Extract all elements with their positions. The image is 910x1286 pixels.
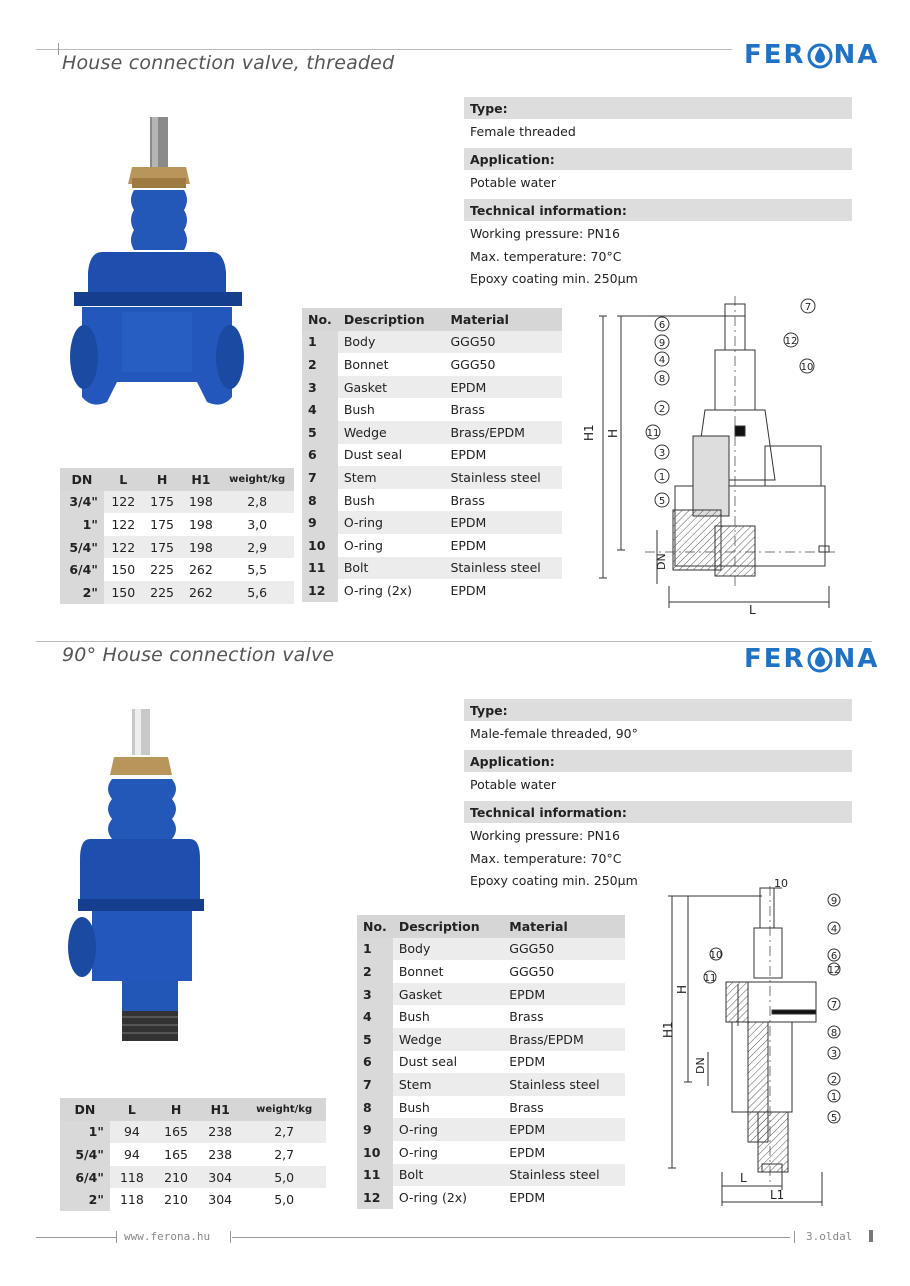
table-row: 5/4" 94 165 238 2,7 [60, 1143, 326, 1166]
l1-label: L1 [770, 1188, 785, 1202]
tech-heading-1: Technical information: [464, 199, 852, 221]
col-no: No. [302, 308, 338, 331]
table-row: 7 Stem Stainless steel [302, 466, 562, 489]
col-h: H [143, 468, 182, 491]
footer-tick [116, 1231, 117, 1243]
callout: 3 [658, 448, 666, 459]
header-tick-1 [58, 43, 59, 55]
ferona-logo-1: FER NA [744, 40, 880, 70]
col-no: No. [357, 915, 393, 938]
col-material: Material [503, 915, 625, 938]
table-row: 9 O-ring EPDM [357, 1118, 625, 1141]
page-number: 3.oldal [806, 1230, 853, 1243]
col-weight: weight/kg [220, 468, 294, 491]
section1-title: House connection valve, threaded [62, 52, 395, 74]
callout: 2 [830, 1075, 838, 1086]
callout: 10 [709, 950, 723, 961]
dn-label: DN [694, 1057, 707, 1074]
top-dim-label: 10 [774, 877, 788, 890]
section2-title: 90° House connection valve [62, 644, 335, 666]
col-h1: H1 [182, 468, 221, 491]
tech-line-1-2: Max. temperature: 70°C [470, 249, 622, 264]
valve-photo-1 [62, 112, 252, 417]
application-heading-2: Application: [464, 750, 852, 772]
callout: 4 [658, 355, 666, 366]
header-rule-2 [36, 641, 872, 642]
callout: 3 [830, 1049, 838, 1060]
tech-heading-2: Technical information: [464, 801, 852, 823]
tech-line-1-1: Working pressure: PN16 [470, 226, 620, 241]
col-l: L [110, 1098, 154, 1121]
callout: 8 [830, 1028, 838, 1039]
table-row: 10 O-ring EPDM [357, 1141, 625, 1164]
type-value-1: Female threaded [470, 124, 576, 139]
callout: 9 [830, 896, 838, 907]
col-h: H [154, 1098, 198, 1121]
callout: 6 [658, 320, 666, 331]
application-heading-1: Application: [464, 148, 852, 170]
table-row: 1" 122 175 198 3,0 [60, 513, 294, 536]
footer-url[interactable]: www.ferona.hu [124, 1230, 211, 1243]
l-label: L [749, 603, 756, 617]
table-row: 2 Bonnet GGG50 [302, 353, 562, 376]
callout: 10 [800, 362, 814, 373]
dimensions-table-1 [60, 468, 294, 604]
footer-rule-mid [232, 1237, 790, 1238]
water-drop-icon [807, 42, 833, 68]
application-value-1: Potable water [470, 175, 556, 190]
callout: 7 [830, 1000, 838, 1011]
table-row: 11 Bolt Stainless steel [302, 557, 562, 580]
table-row: 3 Gasket EPDM [302, 376, 562, 399]
technical-drawing-1 [582, 296, 845, 622]
col-l: L [104, 468, 143, 491]
valve-photo-2 [62, 705, 212, 1045]
footer-tick [794, 1231, 795, 1243]
application-value-2: Potable water [470, 777, 556, 792]
col-h1: H1 [198, 1098, 242, 1121]
col-dn: DN [60, 1098, 110, 1121]
callout: 6 [830, 951, 838, 962]
callout: 5 [830, 1113, 838, 1124]
table-row: 2 Bonnet GGG50 [357, 960, 625, 983]
h1-label: H1 [661, 1021, 675, 1038]
table-row: 1 Body GGG50 [357, 938, 625, 961]
h1-label: H1 [582, 424, 596, 441]
table-row: 7 Stem Stainless steel [357, 1073, 625, 1096]
table-row: 8 Bush Brass [302, 489, 562, 512]
type-heading-2: Type: [464, 699, 852, 721]
table-row: 2" 150 225 262 5,6 [60, 581, 294, 604]
h-label: H [675, 984, 689, 994]
table-row: 4 Bush Brass [302, 398, 562, 421]
table-row: 6 Dust seal EPDM [302, 444, 562, 467]
table-row: 10 O-ring EPDM [302, 534, 562, 557]
col-description: Description [338, 308, 445, 331]
header-rule-1 [36, 49, 732, 50]
callout: 1 [658, 472, 666, 483]
table-row: 4 Bush Brass [357, 1005, 625, 1028]
table-row: 5/4" 122 175 198 2,9 [60, 536, 294, 559]
callout: 1 [830, 1092, 838, 1103]
table-row: 6/4" 118 210 304 5,0 [60, 1166, 326, 1189]
table-row: 1" 94 165 238 2,7 [60, 1121, 326, 1144]
footer-rule-left [36, 1237, 116, 1238]
callout: 7 [804, 302, 812, 313]
table-row: 8 Bush Brass [357, 1096, 625, 1119]
callout: 4 [830, 924, 838, 935]
table-row: 2" 118 210 304 5,0 [60, 1188, 326, 1211]
table-row: 3/4" 122 175 198 2,8 [60, 491, 294, 514]
col-material: Material [444, 308, 562, 331]
dimensions-table-2 [60, 1098, 326, 1211]
water-drop-icon [807, 646, 833, 672]
dn-label: DN [655, 553, 668, 570]
tech-line-2-2: Max. temperature: 70°C [470, 851, 622, 866]
callout: 11 [646, 428, 660, 439]
callout: 11 [703, 973, 717, 984]
footer-end-mark [869, 1230, 873, 1242]
type-heading-1: Type: [464, 97, 852, 119]
callout: 8 [658, 374, 666, 385]
parts-table-2 [357, 915, 625, 1209]
col-dn: DN [60, 468, 104, 491]
callout: 2 [658, 404, 666, 415]
h-label: H [606, 428, 620, 438]
table-row: 5 Wedge Brass/EPDM [357, 1028, 625, 1051]
table-row: 3 Gasket EPDM [357, 983, 625, 1006]
parts-table-1 [302, 308, 562, 602]
table-row: 1 Body GGG50 [302, 331, 562, 354]
callout: 5 [658, 496, 666, 507]
tech-line-2-1: Working pressure: PN16 [470, 828, 620, 843]
callout: 12 [784, 336, 798, 347]
callout: 9 [658, 338, 666, 349]
technical-drawing-2 [662, 876, 852, 1206]
table-row: 11 Bolt Stainless steel [357, 1164, 625, 1187]
table-row: 12 O-ring (2x) EPDM [302, 579, 562, 602]
tech-line-1-3: Epoxy coating min. 250µm [470, 271, 638, 286]
table-row: 6 Dust seal EPDM [357, 1051, 625, 1074]
table-row: 5 Wedge Brass/EPDM [302, 421, 562, 444]
col-weight: weight/kg [242, 1098, 326, 1121]
ferona-logo-2: FER NA [744, 644, 880, 674]
l-label: L [740, 1171, 747, 1185]
tech-line-2-3: Epoxy coating min. 250µm [470, 873, 638, 888]
callout: 12 [827, 965, 841, 976]
table-row: 12 O-ring (2x) EPDM [357, 1186, 625, 1209]
footer-tick [230, 1231, 231, 1243]
table-row: 6/4" 150 225 262 5,5 [60, 558, 294, 581]
col-description: Description [393, 915, 503, 938]
table-row: 9 O-ring EPDM [302, 511, 562, 534]
type-value-2: Male-female threaded, 90° [470, 726, 638, 741]
